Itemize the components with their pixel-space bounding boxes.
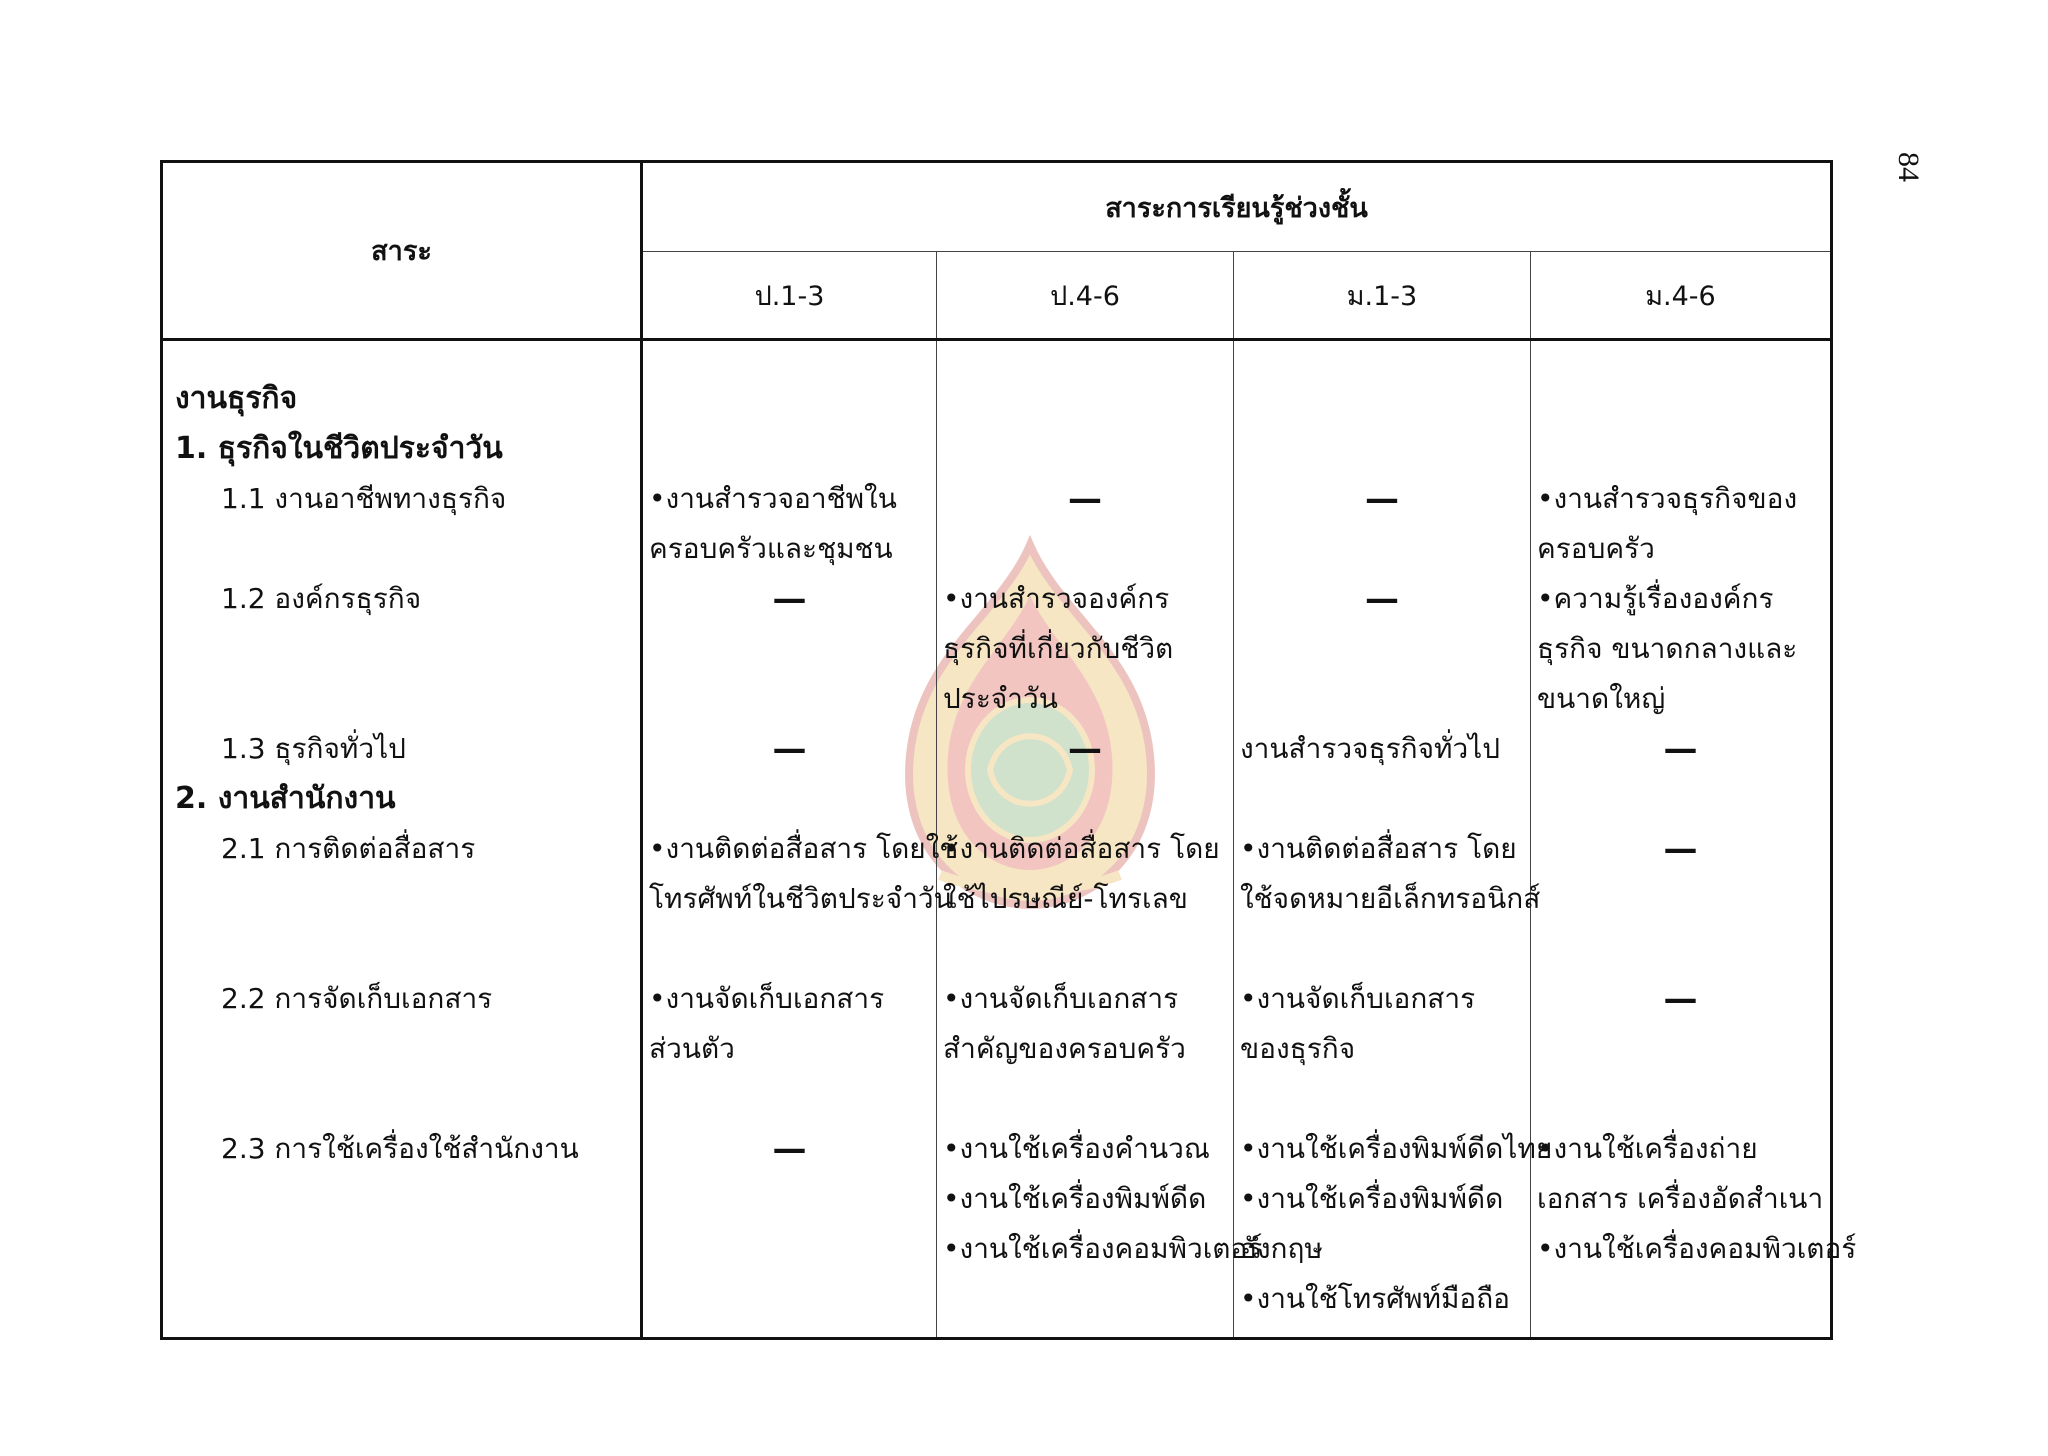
- m46-1-2-line-2: ธุรกิจ ขนาดกลางและ: [1537, 632, 1798, 665]
- m13-2-3-line-1: • งานใช้เครื่องพิมพ์ดีดไทย: [1240, 1124, 1526, 1174]
- topic-2-2: 2.2 การจัดเก็บเอกสาร: [221, 982, 493, 1015]
- m46-1-2-line-1: • ความรู้เรื่ององค์กร: [1537, 574, 1826, 624]
- m13-1-3-text: งานสำรวจธุรกิจทั่วไป: [1240, 732, 1501, 765]
- p46-1-1-dash: —: [1068, 479, 1102, 519]
- m13-2-1-line-1: • งานติดต่อสื่อสาร โดย: [1240, 824, 1526, 874]
- topic-column: [162, 340, 642, 1339]
- header-topic: สาระ: [162, 162, 642, 340]
- p13-1-1-line-2: ครอบครัวและชุมชน: [649, 532, 893, 565]
- m13-1-1-dash: —: [1365, 479, 1399, 519]
- grade-p4-6-column: [937, 340, 1263, 1339]
- m46-2-3-line-1: • งานใช้เครื่องถ่าย: [1537, 1124, 1826, 1174]
- m46-1-1-line-2: ครอบครัว: [1537, 532, 1655, 565]
- topic-1: 1. ธุรกิจในชีวิตประจำวัน: [175, 431, 503, 466]
- topic-2: 2. งานสำนักงาน: [175, 781, 396, 816]
- p13-2-1-line-1: • งานติดต่อสื่อสาร โดยใช้: [649, 824, 932, 874]
- grade-m1-3-column: [1234, 340, 1553, 1339]
- p13-2-3-dash: —: [772, 1129, 807, 1169]
- p46-2-2-line-2: สำคัญของครอบครัว: [943, 1032, 1186, 1065]
- p46-1-3-dash: —: [1068, 729, 1102, 769]
- grade-p1-3-column: [642, 340, 959, 1339]
- header-grade-p1-3: ป.1-3: [642, 252, 937, 340]
- m13-2-1-line-2: ใช้จดหมายอีเล็กทรอนิกส์: [1240, 882, 1541, 915]
- section-heading: งานธุรกิจ: [175, 381, 298, 416]
- topic-2-1: 2.1 การติดต่อสื่อสาร: [221, 832, 476, 865]
- p13-2-2-line-2: ส่วนตัว: [649, 1032, 735, 1065]
- p13-1-2-dash: —: [772, 579, 807, 619]
- m46-1-3-dash: —: [1663, 729, 1698, 769]
- m46-1-1-line-1: • งานสำรวจธุรกิจของ: [1537, 474, 1826, 524]
- m13-2-3-line-2: • งานใช้เครื่องพิมพ์ดีด: [1240, 1174, 1526, 1224]
- m46-2-3-line-3: • งานใช้เครื่องคอมพิวเตอร์: [1537, 1224, 1826, 1274]
- m46-2-1-dash: —: [1663, 829, 1698, 869]
- p46-2-3-line-2: • งานใช้เครื่องพิมพ์ดีด: [943, 1174, 1229, 1224]
- p46-1-2-line-2: ธุรกิจที่เกี่ยวกับชีวิต: [943, 632, 1174, 665]
- p46-2-1-line-2: ใช้ไปรษณีย์-โทรเลข: [943, 882, 1188, 915]
- m46-2-2-dash: —: [1663, 979, 1698, 1019]
- p46-1-2-line-3: ประจำวัน: [943, 682, 1058, 715]
- m13-2-2-line-1: • งานจัดเก็บเอกสาร: [1240, 974, 1526, 1024]
- grade-m4-6-column: [1531, 340, 1857, 1339]
- p46-2-3-line-1: • งานใช้เครื่องคำนวณ: [943, 1124, 1229, 1174]
- p13-1-3-dash: —: [772, 729, 807, 769]
- m46-1-2-line-3: ขนาดใหญ่: [1537, 682, 1666, 715]
- header-grade-m1-3: ม.1-3: [1234, 252, 1531, 340]
- m13-1-2-dash: —: [1365, 579, 1399, 619]
- m13-2-3-line-3: อังกฤษ: [1240, 1232, 1323, 1265]
- header-grade-p4-6: ป.4-6: [937, 252, 1234, 340]
- m13-2-3-line-4: • งานใช้โทรศัพท์มือถือ: [1240, 1274, 1526, 1324]
- p46-2-3-line-3: • งานใช้เครื่องคอมพิวเตอร์: [943, 1224, 1229, 1274]
- topic-1-3: 1.3 ธุรกิจทั่วไป: [221, 732, 406, 765]
- header-band-title: สาระการเรียนรู้ช่วงชั้น: [642, 162, 1832, 252]
- topic-1-1: 1.1 งานอาชีพทางธุรกิจ: [221, 482, 507, 515]
- p13-2-1-line-2: โทรศัพท์ในชีวิตประจำวัน: [649, 882, 953, 915]
- m13-2-2-line-2: ของธุรกิจ: [1240, 1032, 1356, 1065]
- p13-2-2-line-1: • งานจัดเก็บเอกสาร: [649, 974, 932, 1024]
- header-grade-m4-6: ม.4-6: [1531, 252, 1832, 340]
- topic-2-3: 2.3 การใช้เครื่องใช้สำนักงาน: [221, 1132, 579, 1165]
- curriculum-table: [160, 160, 1857, 1340]
- p46-2-1-line-1: • งานติดต่อสื่อสาร โดย: [943, 824, 1229, 874]
- p13-1-1-line-1: • งานสำรวจอาชีพใน: [649, 474, 932, 524]
- p46-1-2-line-1: • งานสำรวจองค์กร: [943, 574, 1229, 624]
- page-number: 84: [1892, 152, 1925, 182]
- m46-2-3-line-2: เอกสาร เครื่องอัดสำเนา: [1537, 1182, 1824, 1215]
- topic-1-2: 1.2 องค์กรธุรกิจ: [221, 582, 422, 615]
- p46-2-2-line-1: • งานจัดเก็บเอกสาร: [943, 974, 1229, 1024]
